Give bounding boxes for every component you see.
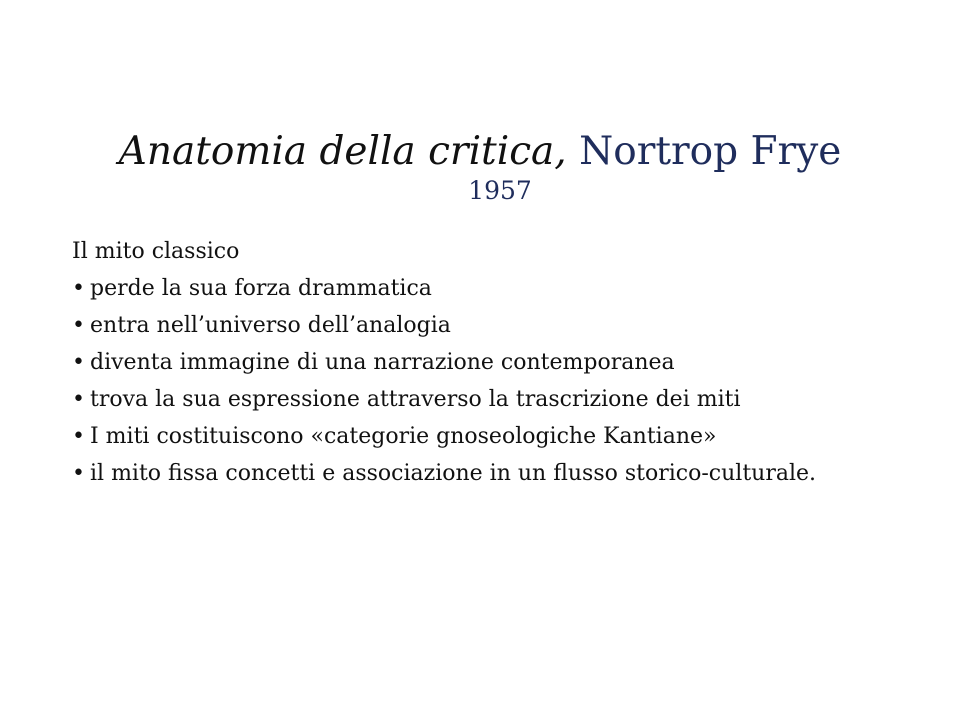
bullet-text: il mito fissa concetti e associazione in un flusso storico-culturale.: [90, 461, 817, 486]
bullet-icon: •: [72, 350, 85, 375]
bullet-text: entra nell’universo dell’analogia: [90, 313, 451, 338]
bullet-icon: •: [72, 424, 85, 449]
publication-year: 1957: [468, 176, 532, 205]
list-item: [72, 344, 892, 381]
list-item: [72, 381, 892, 418]
intro-line: Il mito classico: [72, 239, 240, 264]
bullet-text: trova la sua espressione attraverso la trascrizione dei miti: [90, 387, 741, 412]
title-line: [0, 128, 960, 176]
book-title: Anatomia della critica,: [118, 129, 567, 174]
bullet-text: perde la sua forza drammatica: [90, 276, 432, 301]
list-item: [72, 307, 892, 344]
bullet-icon: •: [72, 387, 85, 412]
author-name: Nortrop Frye: [579, 129, 842, 174]
slide-title: [0, 128, 960, 206]
bullet-icon: •: [72, 276, 85, 301]
bullet-text: diventa immagine di una narrazione contemporanea: [90, 350, 675, 375]
slide-body: [72, 233, 892, 492]
list-item: [72, 270, 892, 307]
bullet-icon: •: [72, 313, 85, 338]
bullet-icon: •: [72, 461, 85, 486]
list-item: [72, 418, 892, 455]
list-item: [72, 455, 892, 492]
bullet-list: [72, 270, 892, 492]
bullet-text: I miti costituiscono «categorie gnoseologiche Kantiane»: [90, 424, 717, 449]
